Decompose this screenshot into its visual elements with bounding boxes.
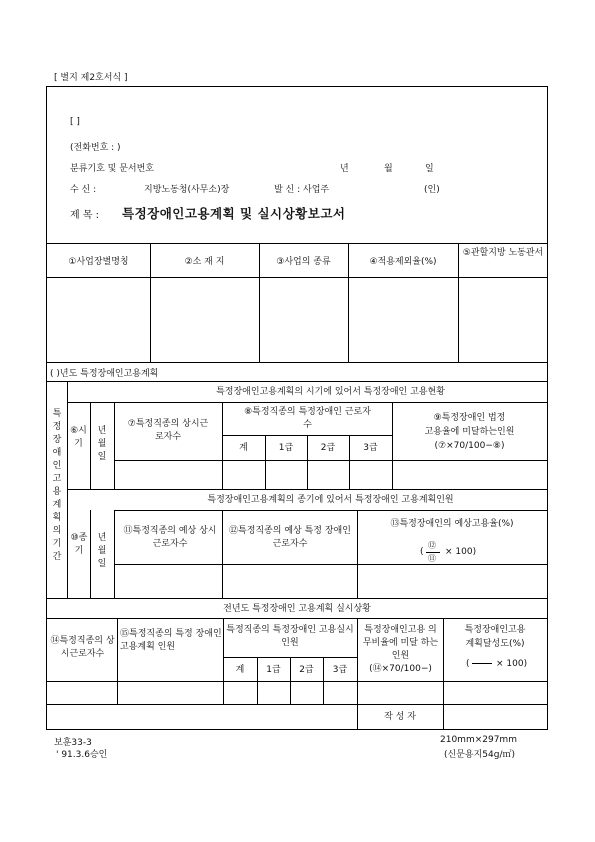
grade-2: 2급 [320, 443, 336, 453]
col-regular-workers: ⑦특정직종의 상시근로자수 [127, 419, 209, 442]
subject-label: 제 목 : [70, 210, 100, 221]
rule [223, 618, 224, 704]
col-prev-shortfall: 특정장애인고용 의무비율에 미달 하는 인원 (⑭×70/100−) [362, 625, 439, 674]
rule [47, 598, 547, 599]
col-workplace-name: ①사업장별명칭 [68, 257, 129, 267]
col-expected-rate: ⑬특정장애인의 예상고용율(%) [390, 519, 514, 529]
fraction-bar [472, 663, 492, 664]
col-prev-planned: ⑮특정직종의 특정 장애인 고용계획 인원 [120, 629, 222, 652]
end-ymd-label: 년월일 [97, 533, 107, 569]
rule [47, 277, 547, 278]
rule [47, 681, 547, 682]
org-bracket: [ ] [70, 117, 80, 127]
end-time-label: ⑩종기 [70, 533, 88, 556]
col-shortfall-line2: 고용율에 미달하는인원 [424, 427, 515, 437]
grade-total: 계 [239, 443, 248, 453]
receiver-value: 지방노동청(사무소)장 [144, 185, 230, 195]
rule [47, 362, 547, 363]
seal-mark: (인) [424, 185, 440, 195]
col-prev-regular-workers: ⑭특정직종의 상시근로자수 [50, 636, 115, 659]
rule [114, 402, 115, 489]
rule [222, 510, 223, 598]
date-month: 월 [384, 164, 393, 174]
start-status-header: 특정장애인고용계획의 시기에 있어서 특정장애인 고용현황 [216, 387, 445, 397]
plan-period-label: 특정장애인고용계획의기간 [52, 409, 62, 562]
form-code: 보훈33-3 [54, 738, 92, 748]
col-shortfall-line1: ⑨특정장애인 법정 [433, 413, 506, 423]
prev-year-header: 전년도 특정장애인 고용계획 실시상황 [223, 604, 371, 614]
rate-formula-mul: × 100) [445, 547, 477, 557]
rule [114, 564, 547, 565]
rate-formula-den: ⑪ [428, 554, 436, 563]
grade-1: 1급 [278, 443, 294, 453]
paper-type: (신문용지54g/㎡) [444, 750, 515, 760]
col-achievement-2: 계획달성도(%) [465, 639, 525, 649]
subject-title: 특정장애인고용계획 및 실시상황보고서 [122, 206, 346, 221]
prev-grade-1: 1급 [266, 665, 281, 675]
col-disabled-workers: ⑧특정직종의 특정장애인 근로자수 [244, 407, 371, 430]
plan-year-label: ( )년도 특정장애인고용계획 [50, 369, 159, 379]
rule [67, 402, 547, 403]
col-expected-workers: ⑪특정직종의 예상 상시 근로자수 [123, 526, 217, 549]
col-achievement-1: 특정장애인고용 [464, 625, 526, 635]
col-labor-office: ⑤관할지방 노동관서 [462, 248, 544, 258]
start-ymd-label: 년월일 [97, 426, 107, 462]
receiver-label: 수 신 : [70, 185, 97, 195]
rule [47, 243, 547, 244]
sender-label: 발 신 : 사업주 [274, 185, 330, 195]
rate-formula-num: ⑫ [428, 541, 436, 550]
phone-line: (전화번호 : ) [70, 143, 121, 153]
rule [90, 510, 91, 598]
date-day: 일 [425, 164, 434, 174]
start-time-label: ⑥시기 [70, 426, 87, 449]
grade-3: 3급 [363, 443, 378, 453]
prev-grade-total: 계 [235, 665, 245, 675]
col-expected-disabled: ⑫특정직종의 예상 특정 장애인 근로자수 [229, 526, 351, 549]
col-shortfall-formula: (⑦×70/100−⑧) [434, 441, 505, 451]
doc-number-label: 분류기호 및 문서번호 [70, 164, 154, 174]
rule [90, 402, 91, 489]
rule [114, 460, 547, 461]
rule [47, 381, 547, 382]
rate-formula-open: ( [420, 547, 424, 557]
achievement-formula-open: ( [466, 659, 470, 669]
col-business-type: ③사업의 종류 [276, 257, 331, 267]
achievement-formula-mul: × 100) [496, 659, 528, 669]
col-exemption-rate: ④적용제외율(%) [369, 257, 437, 267]
date-year: 년 [340, 164, 349, 174]
form-number: [ 별지 제2호서식 ] [54, 73, 128, 83]
approval-date: ' 91.3.6승인 [56, 750, 108, 760]
paper-size: 210mm×297mm [440, 735, 517, 745]
prev-grade-3: 3급 [332, 665, 348, 675]
rule [47, 704, 547, 705]
col-location: ②소 재 지 [184, 257, 225, 267]
col-prev-employed: 특정직종의 특정장애인 고용실시인원 [226, 625, 354, 648]
prev-grade-2: 2급 [299, 665, 314, 675]
end-plan-header: 특정장애인고용계획의 종기에 있어서 특정장애인 고용계획인원 [207, 495, 454, 505]
rule [114, 510, 547, 511]
rule [67, 489, 547, 490]
writer-label: 작 성 자 [384, 712, 416, 722]
rule [458, 243, 459, 362]
rule [47, 618, 547, 619]
rule [117, 618, 118, 704]
rule [114, 510, 115, 598]
